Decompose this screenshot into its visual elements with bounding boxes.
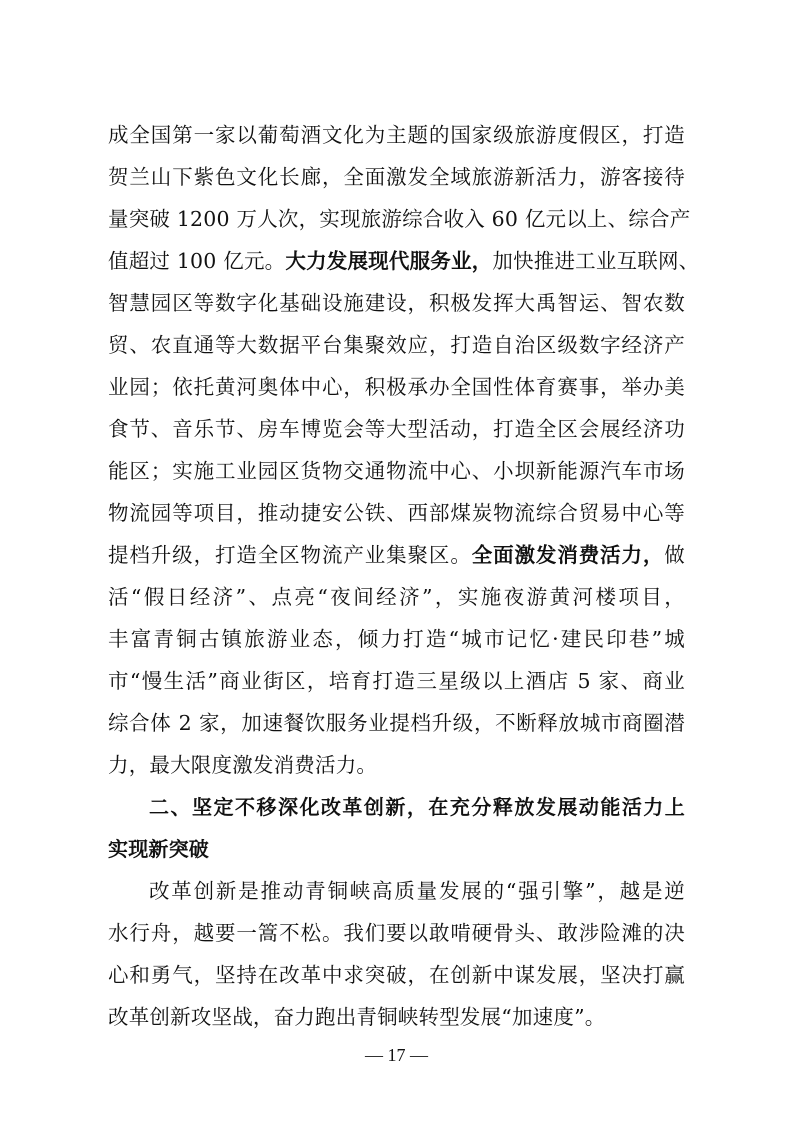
body-text-line: 水行舟，越要一篙不松。我们要以敢啃硬骨头、敢涉险滩的决 — [108, 921, 685, 945]
body-text-line: 活“假日经济”、点亮“夜间经济”，实施夜游黄河楼项目， — [108, 585, 685, 609]
body-text-line: 量突破 1200 万人次，实现旅游综合收入 60 亿元以上、综合产 — [108, 207, 691, 231]
emphasis-text: 大力发展现代服务业， — [285, 249, 493, 273]
body-text-line: 综合体 2 家，加速餐饮服务业提档升级，不断释放城市商圈潜 — [108, 711, 685, 735]
body-text-line: 丰富青铜古镇旅游业态，倾力打造“城市记忆·建民印巷”城 — [108, 627, 685, 651]
body-text-line: 贸、农直通等大数据平台集聚效应，打造自治区级数字经济产 — [108, 333, 685, 357]
section-heading: 实现新突破 — [108, 837, 209, 861]
body-text-line: 智慧园区等数字化基础设施建设，积极发挥大禹智运、智农数 — [108, 291, 685, 315]
body-text-line: 改革创新是推动青铜峡高质量发展的“强引擎”，越是逆 — [149, 879, 685, 903]
body-text-line: 心和勇气，坚持在改革中求突破，在创新中谋发展，坚决打赢 — [108, 963, 685, 987]
body-text-line: 业园；依托黄河奥体中心，积极承办全国性体育赛事，举办美 — [108, 375, 685, 399]
body-text-line: 力，最大限度激发消费活力。 — [108, 753, 378, 777]
emphasis-text: 全面激发消费活力， — [471, 543, 665, 567]
page-number: — 17 — — [365, 1045, 428, 1065]
body-text-line: 成全国第一家以葡萄酒文化为主题的国家级旅游度假区，打造 — [108, 123, 685, 147]
body-text: 提档升级，打造全区物流产业集聚区。 — [108, 543, 472, 567]
body-text-line: 能区；实施工业园区货物交通物流中心、小坝新能源汽车市场 — [108, 459, 685, 483]
body-text-line — [108, 246, 700, 276]
body-text: 做 — [664, 543, 685, 567]
body-text-line — [108, 540, 685, 570]
body-text-line: 物流园等项目，推动捷安公铁、西部煤炭物流综合贸易中心等 — [108, 501, 685, 525]
body-text-line: 市“慢生活”商业街区，培育打造三星级以上酒店 5 家、商业 — [108, 669, 685, 693]
body-text: 加快推进工业互联网、 — [492, 249, 700, 273]
body-text-line: 食节、音乐节、房车博览会等大型活动，打造全区会展经济功 — [108, 417, 685, 441]
body-text: 值超过 100 亿元。 — [108, 249, 286, 273]
body-text-line: 改革创新攻坚战，奋力跑出青铜峡转型发展“加速度”。 — [108, 1005, 606, 1029]
section-heading: 二、坚定不移深化改革创新，在充分释放发展动能活力上 — [149, 795, 685, 819]
body-text-line: 贺兰山下紫色文化长廊，全面激发全域旅游新活力，游客接待 — [108, 165, 685, 189]
